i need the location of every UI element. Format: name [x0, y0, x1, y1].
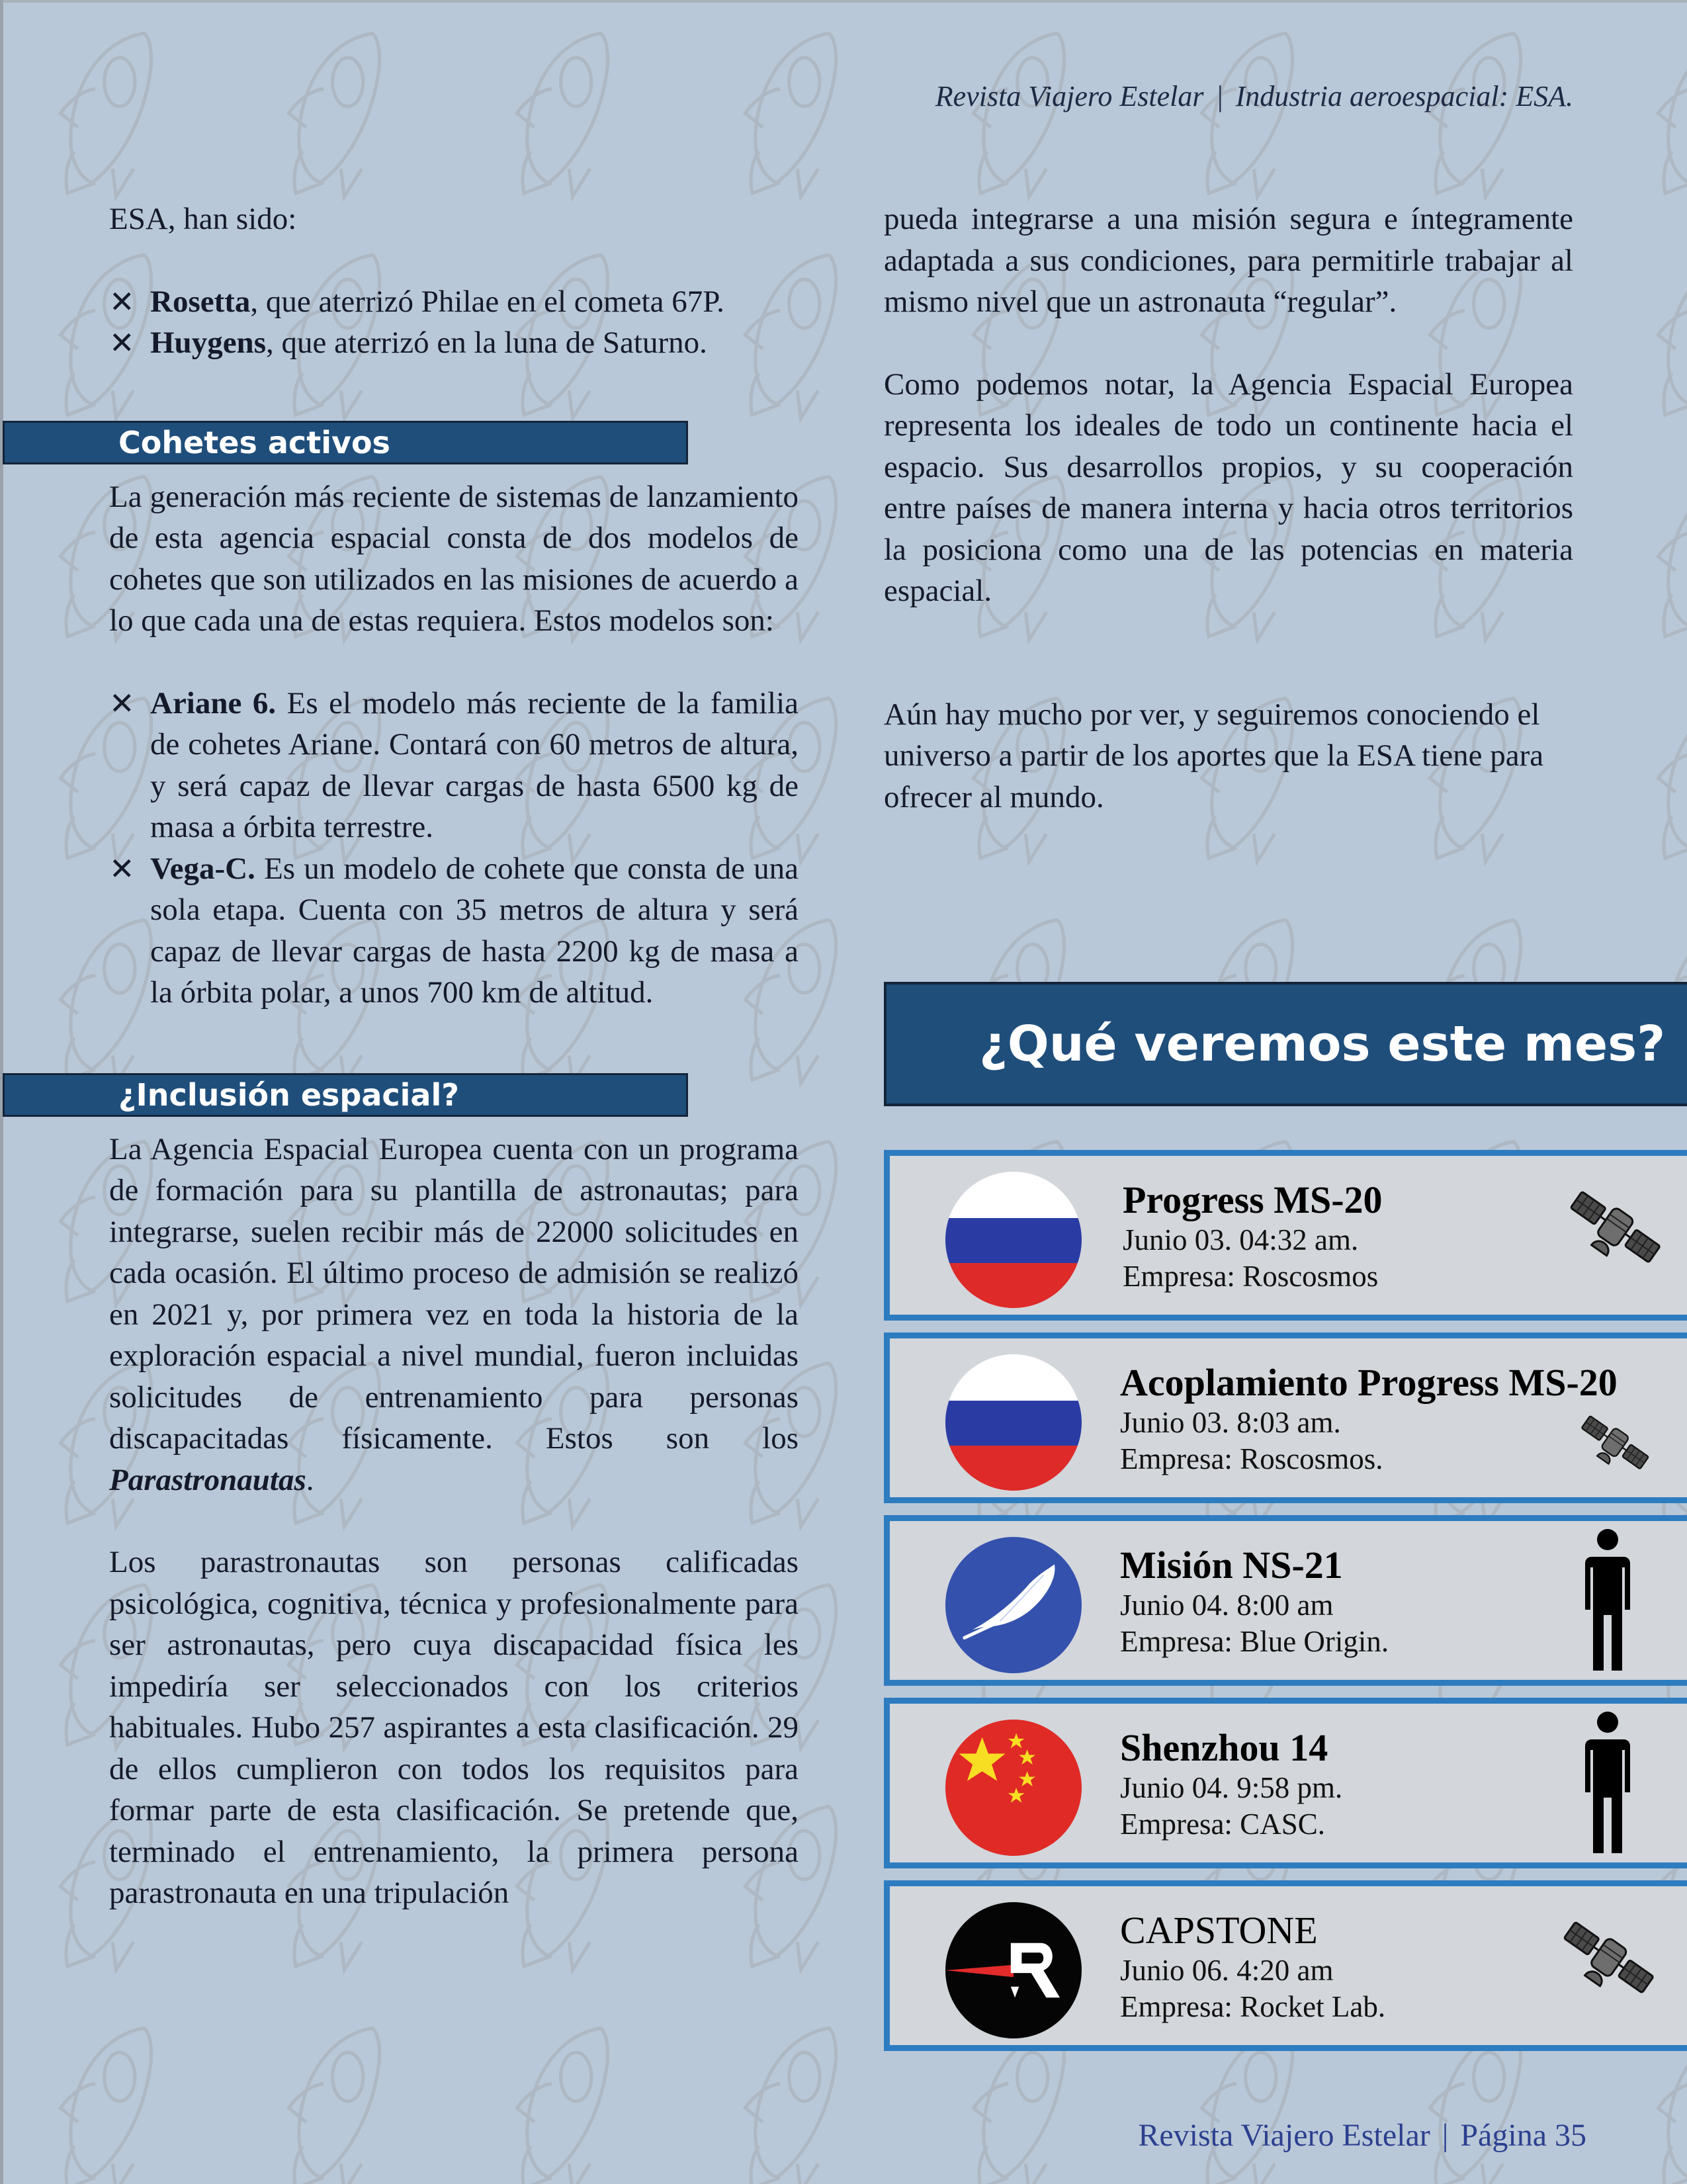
list-item — [109, 281, 799, 323]
event-info — [1120, 1909, 1385, 2025]
event-company: Empresa: Blue Origin. — [1120, 1625, 1389, 1658]
rocket-outline-icon — [746, 2029, 836, 2184]
rocket-outline-icon — [1659, 34, 1687, 197]
event-title: Misión NS-21 — [1120, 1544, 1343, 1587]
event-date: Junio 03. 04:32 am. — [1123, 1223, 1359, 1256]
rocket-outline-icon — [974, 34, 1064, 197]
conclusion-paragraph: Como podemos notar, la Agencia Espacial Europea representa los ideales de todo un continente hacia el espacio. Sus desarrollos propios, y su cooperación entre países de manera interna y hacia otros territorios la posiciona como una de las potencias en materia espacial. — [884, 367, 1573, 608]
rocket-outline-icon — [289, 34, 380, 197]
left-column — [109, 198, 799, 1914]
x-bullet-icon: ✕ — [109, 283, 135, 320]
event-date: Junio 04. 8:00 am — [1120, 1589, 1334, 1622]
rocket-outline-icon — [746, 34, 836, 197]
rocket-outline-icon — [517, 34, 608, 197]
rocket-text: Es un modelo de cohete que consta de una sola etapa. Cuenta con 35 metros de altura y será capaz de llevar cargas de hasta 2200 kg de masa a la órbita polar, a unos 700 km de altitud. — [150, 851, 799, 1010]
mission-text: , que aterrizó en la luna de Saturno. — [266, 326, 707, 360]
x-bullet-icon: ✕ — [109, 850, 135, 887]
event-date: Junio 06. 4:20 am — [1120, 1954, 1334, 1987]
rocket-text: Es el modelo más reciente de la familia de cohetes Ariane. Contará con 60 metros de altura, y será capaz de llevar cargas de hasta 6500 kg de masa a órbita terrestre. — [150, 685, 799, 844]
rocket-outline-icon — [61, 34, 151, 197]
header-separator: | — [1215, 80, 1224, 112]
section-heading-inclusion: ¿Inclusión espacial? — [3, 1073, 688, 1117]
cohetes-paragraph: La generación más reciente de sistemas de lanzamiento de esta agencia espacial consta de dos modelos de cohetes que son utilizados en las misiones de acuerdo a lo que cada una de estas requiera. Estos modelos son: — [109, 479, 799, 638]
list-item — [109, 322, 799, 364]
mission-name: Huygens — [150, 326, 266, 360]
rocket-outline-icon — [1430, 34, 1521, 197]
event-date: Junio 04. 9:58 pm. — [1120, 1771, 1343, 1804]
mission-name: Rosetta — [150, 284, 251, 319]
closing-paragraph: Aún hay mucho por ver, y seguiremos conociendo el universo a partir de los aportes que la ESA tiene para ofrecer al mundo. — [884, 697, 1544, 814]
footer-separator: | — [1442, 2118, 1449, 2153]
running-header — [935, 79, 1573, 113]
page-number: Página 35 — [1460, 2118, 1586, 2153]
header-magazine-name: Revista Viajero Estelar — [935, 80, 1204, 112]
page-edge-top — [0, 0, 1687, 3]
event-title: Progress MS-20 — [1123, 1178, 1383, 1221]
event-company: Empresa: Roscosmos — [1123, 1260, 1379, 1293]
section-heading-cohetes: Cohetes activos — [3, 421, 688, 464]
rocket-name: Ariane 6. — [150, 685, 277, 721]
person-icon — [1581, 1710, 1634, 1856]
russia-flag-icon — [945, 1172, 1082, 1308]
rocket-outline-icon — [517, 2029, 608, 2184]
china-flag-icon — [945, 1720, 1082, 1856]
mission-text: , que aterrizó Philae en el cometa 67P. — [250, 284, 724, 319]
event-info — [1120, 1726, 1342, 1843]
event-title: Acoplamiento Progress MS-20 — [1120, 1361, 1618, 1404]
event-card — [884, 1332, 1687, 1503]
blue-origin-feather-icon — [945, 1537, 1082, 1673]
event-company: Empresa: Rocket Lab. — [1120, 1990, 1386, 2023]
rocket-outline-icon — [1659, 255, 1687, 419]
rockets-list — [109, 683, 799, 1014]
event-title: Shenzhou 14 — [1120, 1726, 1328, 1769]
list-item — [109, 848, 799, 1014]
rocket-outline-icon — [1659, 477, 1687, 640]
satellite-icon — [1561, 1182, 1667, 1275]
right-column — [884, 198, 1573, 818]
month-events-banner: ¿Qué veremos este mes? — [884, 982, 1687, 1106]
footer-magazine-name: Revista Viajero Estelar — [1138, 2118, 1430, 2153]
x-bullet-icon: ✕ — [109, 685, 135, 721]
event-card — [884, 1515, 1687, 1686]
event-info — [1120, 1361, 1618, 1477]
person-icon — [1581, 1528, 1634, 1673]
inclusion-paragraph-2: Los parastronautas son personas calificadas psicológica, cognitiva, técnica y profesionalmente para ser astronautas, pero cuya discapacidad física les impediría ser seleccionados con los criterios habituales. Hubo 257 aspirantes a esta clasificación. 29 de ellos cumplieron con todos los requisitos para formar parte de esta clasificación. Se pretende que, terminado el entrenamiento, la primera persona parastronauta en una tripulación — [109, 1545, 799, 1910]
satellite-icon — [1575, 1407, 1654, 1480]
event-card — [884, 1150, 1687, 1321]
x-bullet-icon: ✕ — [109, 325, 135, 361]
running-footer — [1138, 2117, 1586, 2154]
intro-fragment: ESA, han sido: — [109, 202, 297, 236]
event-info — [1120, 1544, 1389, 1660]
event-company: Empresa: CASC. — [1120, 1808, 1325, 1841]
event-card — [884, 1698, 1687, 1868]
rocket-name: Vega-C. — [150, 851, 255, 886]
rocket-outline-icon — [1659, 699, 1687, 862]
rocket-outline-icon — [1202, 34, 1293, 197]
event-card — [884, 1880, 1687, 2051]
event-title: CAPSTONE — [1120, 1909, 1318, 1952]
inclusion-text-end: . — [306, 1462, 314, 1497]
header-section-name: Industria aeroespacial: ESA. — [1235, 80, 1573, 112]
rocket-outline-icon — [61, 2029, 151, 2184]
inclusion-text: La Agencia Espacial Europea cuenta con un programa de formación para su plantilla de astronautas; para integrarse, suelen recibir más de 22000 solicitudes en cada ocasión. El último proceso de admisión se realizó en 2021 y, por primera vez en toda la historia de la exploración espacial a nivel mundial, fueron incluidas solicitudes de entrenamiento para personas discapacitadas físicamente. Estos son los — [109, 1131, 799, 1456]
russia-flag-icon — [945, 1354, 1082, 1491]
rocket-lab-logo-icon — [945, 1902, 1082, 2038]
continuation-paragraph: pueda integrarse a una misión segura e íntegramente adaptada a sus condiciones, para permitirle trabajar al mismo nivel que un astronauta “regular”. — [884, 202, 1573, 319]
satellite-icon — [1555, 1913, 1661, 2005]
missions-list — [109, 281, 799, 364]
parastronautas-emphasis: Parastronautas — [109, 1462, 306, 1497]
event-info — [1123, 1178, 1383, 1295]
list-item — [109, 683, 799, 848]
event-date: Junio 03. 8:03 am. — [1120, 1406, 1341, 1439]
rocket-outline-icon — [289, 2029, 380, 2184]
inclusion-paragraph-1 — [109, 1129, 799, 1501]
event-company: Empresa: Roscosmos. — [1120, 1442, 1383, 1475]
events-list — [884, 1150, 1687, 2063]
